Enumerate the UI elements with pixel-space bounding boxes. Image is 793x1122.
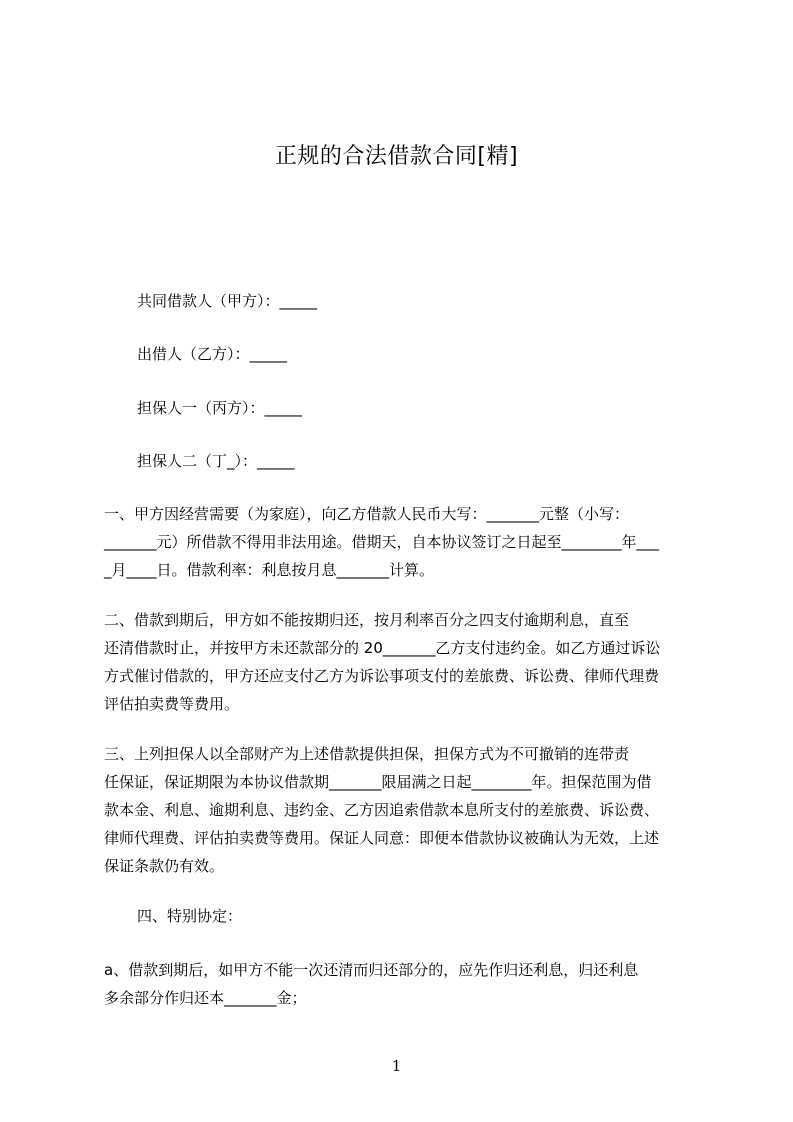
clause-1-line-2: _______元）所借款不得用非法用途。借期天，自本协议签订之日起至________年___ [104, 533, 660, 551]
clause-3-line-5: 保证条款仍有效。 [104, 857, 225, 875]
clause-4a-line-1: a、借款到期后，如甲方不能一次还清而归还部分的，应先作归还利息，归还利息 [104, 961, 639, 979]
clause-3-line-3: 款本金、利息、逾期利息、违约金、乙方因追索借款本息所支付的差旅费、诉讼费、 [104, 801, 660, 819]
clause-3-line-2: 任保证，保证期限为本协议借款期_______限届满之日起________年。担保范围为借 [104, 773, 652, 791]
party-borrower-line: 共同借款人（甲方）：_____ [137, 292, 318, 310]
document-title: 正规的合法借款合同[精] [274, 144, 519, 169]
party-guarantor-two-line: 担保人二（丁_）：_____ [137, 452, 295, 470]
clause-2-line-4: 评估拍卖费等费用。 [104, 695, 240, 713]
clause-3-line-1: 三、上列担保人以全部财产为上述借款提供担保，担保方式为不可撤销的连带责 [104, 745, 630, 763]
clause-2-line-3: 方式催讨借款的，甲方还应支付乙方为诉讼事项支付的差旅费、诉讼费、律师代理费 [104, 667, 660, 685]
clause-1-line-3: _月____日。借款利率：利息按月息_______计算。 [104, 561, 435, 579]
clause-2-line-1: 二、借款到期后，甲方如不能按期归还，按月利率百分之四支付逾期利息，直至 [104, 611, 630, 629]
party-guarantor-one-line: 担保人一（丙方）：_____ [137, 399, 303, 417]
party-lender-line: 出借人（乙方）：_____ [137, 345, 288, 363]
page-number: 1 [391, 1057, 402, 1075]
clause-2-line-2: 还清借款时止，并按甲方未还款部分的 20_______乙方支付违约金。如乙方通过诉讼 [104, 639, 661, 657]
clause-3-line-4: 律师代理费、评估拍卖费等费用。保证人同意：即便本借款协议被确认为无效，上述 [104, 829, 660, 847]
clause-4a-line-2: 多余部分作归还本_______金； [104, 989, 307, 1007]
clause-4-heading: 四、特别协定： [137, 907, 243, 925]
clause-1-line-1: 一、甲方因经营需要（为家庭），向乙方借款人民币大写：_______元整（小写： [104, 505, 630, 523]
